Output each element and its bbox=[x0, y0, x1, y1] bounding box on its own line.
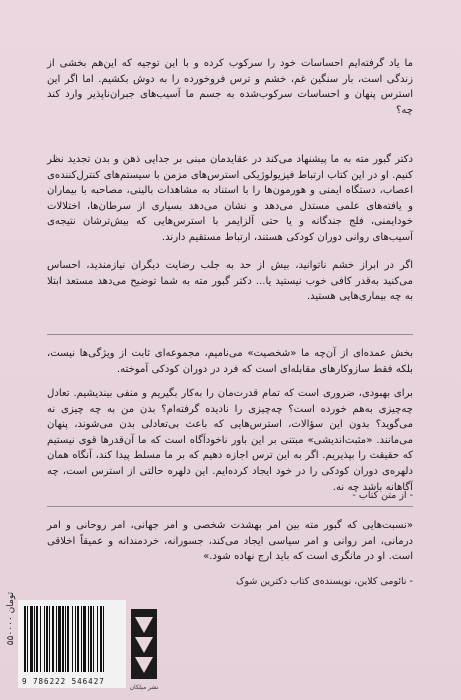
excerpt-paragraph-2: برای بهبودی، ضروری است که تمام قدرت‌مان را به‌کار بگیریم و منفی بیندیشیم. تعادل چه‌چیزی به‌هم خورده است؟ چه‌چیزی را نادیده گرفته‌ام؟ بدن من به چه چیزی نه می‌گوید؟ بدون این سؤالات، استرس‌هایی که باعث بی‌تعادلی بدن می‌شوند، پنهان می‌مانند. «مثبت‌اندیشی» مبتنی بر این باور ناخودآگاه است که ما آن‌قدرها قوی نیستیم که حقیقت را بپذیریم. اگر به این ترس اجازه دهیم که بر ما مسلط پیدا کند، آنگاه همان دلهره‌ی دوران کودکی را در خود ایجاد کرده‌ایم. این دلهره حالتی از استرس است، چه آگاهانه باشد چه نه. bbox=[47, 388, 413, 493]
excerpt-paragraph-1: بخش عمده‌ای از آن‌چه ما «شخصیت» می‌نامیم، مجموعه‌ای ثابت از ویژگی‌ها نیست، بلکه فقط سازوکارهای مقابله‌ای است که فرد در دوران کودکی آموخته. bbox=[47, 348, 413, 375]
barcode-icon bbox=[18, 600, 126, 676]
barcode bbox=[18, 600, 126, 688]
excerpt-source: - از متن کتاب - bbox=[352, 490, 413, 501]
review-quote: «نسبت‌هایی که گبور مته بین امر بهشدت شخصی و امر جهانی، امر روحانی و امر درمانی، امر روانی و امر سیاسی ایجاد می‌کند، جسورانه، خردمندانه و عمیقاً اخلاقی است. او در مانگری است که باید ارج نهاده شود.» bbox=[47, 520, 413, 563]
price-label: ۵۵۰۰۰۰ تومان bbox=[6, 592, 16, 646]
divider-bottom bbox=[47, 506, 413, 507]
divider-top bbox=[47, 334, 413, 335]
review-attribution: - نائومی کلاین، نویسنده‌ی کتاب دکترین شوک bbox=[235, 576, 413, 587]
question-paragraph: اگر در ابراز خشم ناتوانید، بیش از حد به جلب رضایت دیگران نیازمندید، احساس می‌کنید به‌قدر کافی خوب نیستید یا... دکتر گبور مته به شما توضیح می‌دهد مستعد ابتلا به چه بیماری‌هایی هستید. bbox=[47, 260, 413, 303]
barcode-digits: 9 786222 546427 bbox=[22, 677, 105, 686]
intro-paragraph: ما یاد گرفته‌ایم احساسات خود را سرکوب کرده و با این توجیه که این‌هم بخشی از زندگی است، بار سنگین غم، خشم و ترس فروخورده را به دوش بکشیم. اما اگر این استرس پنهان و احساسات سرکوب‌شده به جسم ما آسیب‌های جبران‌ناپذیر وارد کند چه؟ bbox=[47, 58, 413, 116]
publisher-name: نشر میلکان bbox=[129, 684, 159, 691]
text-block bbox=[47, 38, 413, 650]
description-paragraph: دکتر گبور مته به ما پیشنهاد می‌کند در عقایدمان مبنی بر جدایی ذهن و بدن تجدید نظر کنیم. او در این کتاب ارتباط فیزیولوژیکی استرس‌های مزمن با سیستم‌های کنترل‌کننده‌ی اعصاب، دستگاه ایمنی و هورمون‌ها را با استناد به مشاهدات بالینی، مصاحبه با بیماران و یافته‌های علمی مستدل می‌دهد و نشان می‌دهد بسیاری از سرطان‌ها، اختلالات خودایمنی، فلج جندگانه و یا حتی آلزایمر با استرس‌هایی که بیش‌ترشان نتیجه‌ی آسیب‌های روانی دوران کودکی هستند، ارتباط مستقیم دارند. bbox=[47, 154, 413, 243]
publisher-logo-icon bbox=[131, 609, 157, 679]
